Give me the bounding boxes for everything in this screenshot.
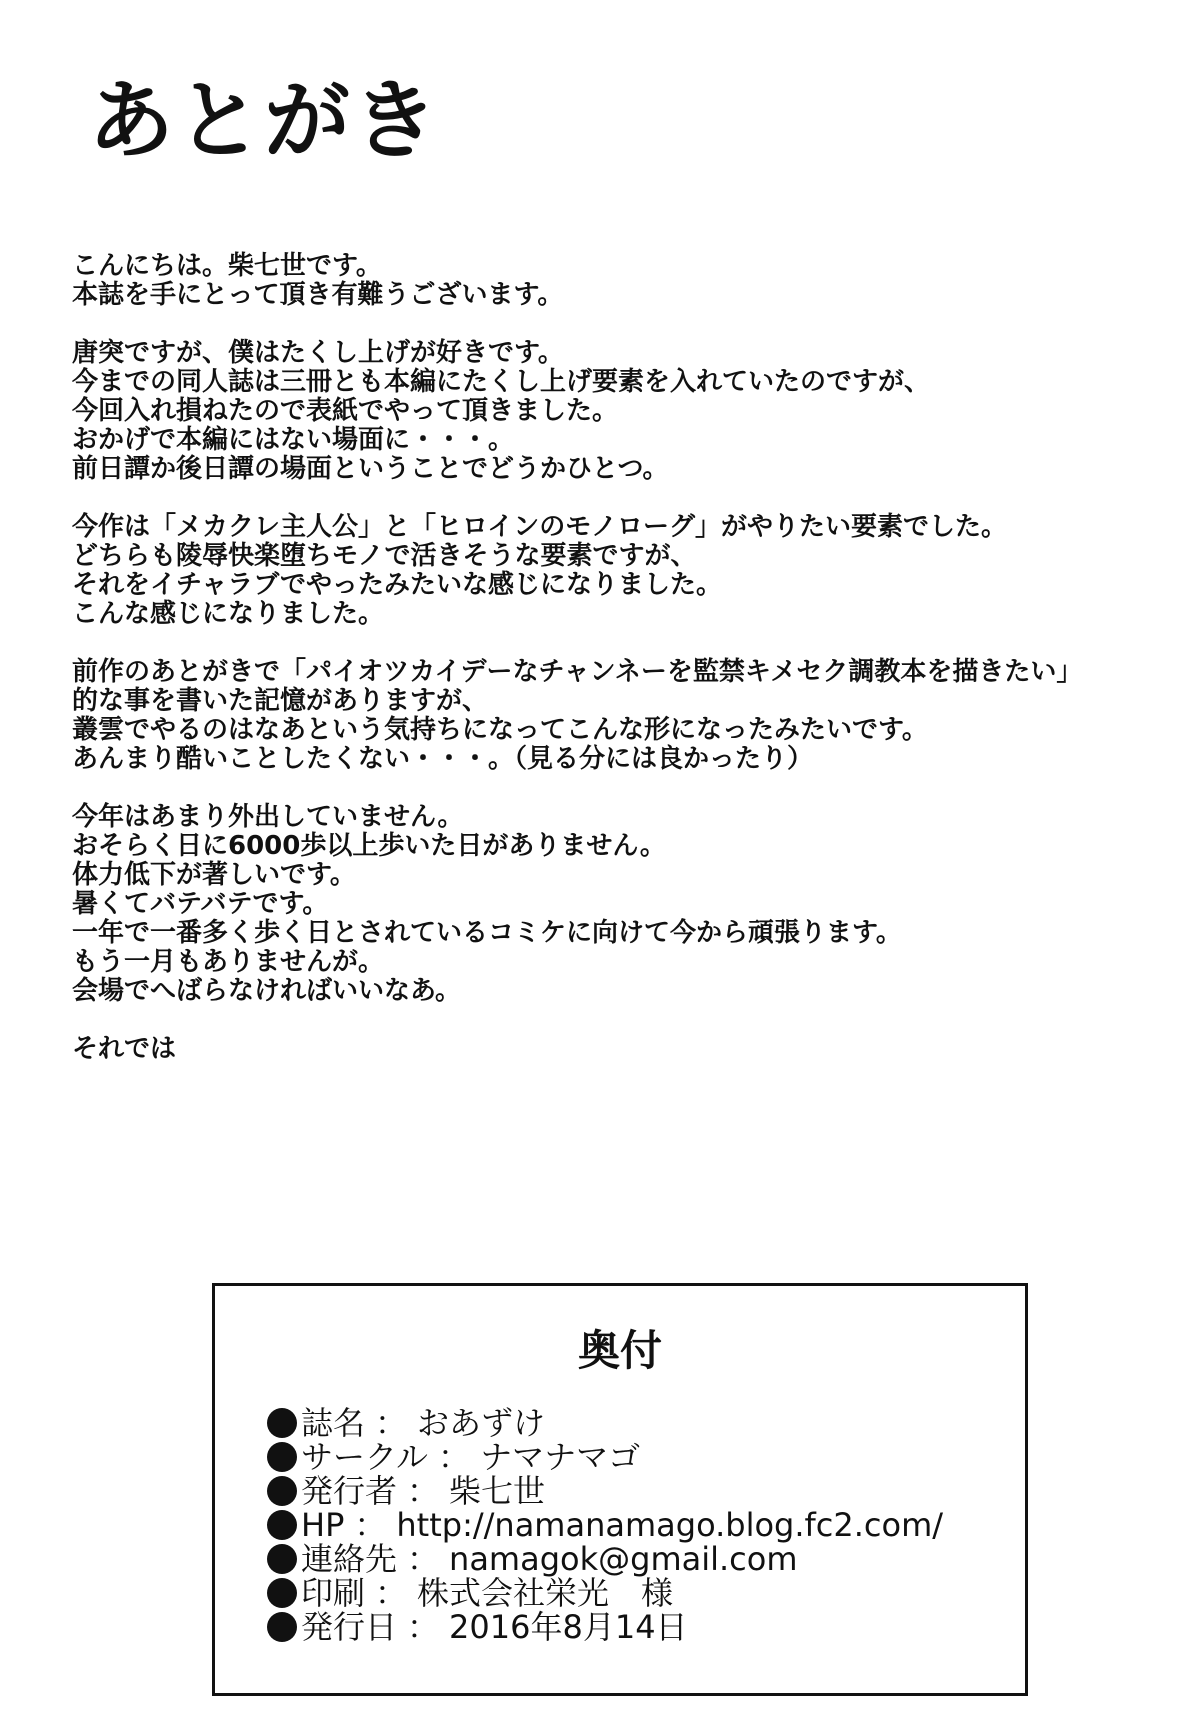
colophon-box — [212, 1283, 1028, 1696]
colophon-value: 株式会社栄光 様 — [417, 1574, 674, 1612]
colophon-label: 発行日 — [301, 1608, 398, 1646]
colophon-item-circle — [267, 1440, 943, 1474]
text-line: 体力低下が著しいです。 — [72, 860, 356, 890]
text-line: おかげで本編にはない場面に・・・。 — [72, 425, 515, 455]
colophon-item-publisher — [267, 1474, 943, 1508]
colophon-separator: ： — [375, 1404, 408, 1442]
text-line: 唐突ですが、僕はたくし上げが好きです。 — [72, 338, 564, 368]
closing-line: それでは — [72, 1034, 177, 1064]
colophon-label: 発行者 — [301, 1472, 398, 1510]
colophon-separator: ： — [438, 1438, 471, 1476]
afterword-body — [72, 252, 1152, 1064]
colophon-item-date — [267, 1610, 943, 1644]
text-line: 今までの同人誌は三冊とも本編にたくし上げ要素を入れていたのですが、 — [72, 367, 931, 397]
text-line: 前作のあとがきで「パイオツカイデーなチャンネーを監禁キメセク調教本を描きたい」 — [72, 657, 1083, 687]
text-line: 今年はあまり外出していません。 — [72, 802, 464, 832]
text-line: どちらも陵辱快楽堕ちモノで活きそうな要素ですが、 — [72, 541, 697, 571]
colophon-separator: ： — [407, 1540, 440, 1578]
page-title: あとがき — [88, 71, 440, 171]
text-line: 本誌を手にとって頂き有難うございます。 — [72, 280, 564, 310]
text-line: 的な事を書いた記憶がありますが、 — [72, 686, 489, 716]
text-line: それをイチャラブでやったみたいな感じになりました。 — [72, 570, 723, 600]
paragraph-greeting — [72, 252, 1152, 310]
paragraph-cover — [72, 339, 1152, 484]
bullet-icon — [267, 1612, 297, 1642]
text-line: 叢雲でやるのはなあという気持ちになってこんな形になったみたいです。 — [72, 715, 928, 745]
paragraph-this-year — [72, 803, 1152, 1006]
colophon-separator: ： — [407, 1608, 440, 1646]
colophon-label: HP — [301, 1506, 345, 1544]
colophon-separator: ： — [407, 1472, 440, 1510]
bullet-icon — [267, 1510, 297, 1540]
colophon-item-contact — [267, 1542, 943, 1576]
text-line: 今作は「メカクレ主人公」と「ヒロインのモノローグ」がやりたい要素でした。 — [72, 512, 1007, 542]
colophon-item-printer — [267, 1576, 943, 1610]
colophon-list — [267, 1406, 943, 1644]
bullet-icon — [267, 1578, 297, 1608]
homepage-link: http://namanamago.blog.fc2.com/ — [396, 1506, 944, 1544]
colophon-value: 柴七世 — [449, 1472, 546, 1510]
contact-email: namagok@gmail.com — [449, 1540, 798, 1578]
paragraph-theme — [72, 513, 1152, 629]
bullet-icon — [267, 1476, 297, 1506]
colophon-label: 印刷 — [301, 1574, 366, 1612]
bullet-icon — [267, 1544, 297, 1574]
colophon-item-homepage — [267, 1508, 943, 1542]
text-line: あんまり酷いことしたくない・・・。（見る分には良かったり） — [72, 744, 814, 774]
bullet-icon — [267, 1442, 297, 1472]
colophon-label: サークル — [301, 1438, 429, 1476]
text-line: 一年で一番多く歩く日とされているコミケに向けて今から頑張ります。 — [72, 918, 902, 948]
text-line: 今回入れ損ねたので表紙でやって頂きました。 — [72, 396, 619, 426]
colophon-label: 連絡先 — [301, 1540, 398, 1578]
colophon-separator: ： — [354, 1506, 387, 1544]
colophon-separator: ： — [375, 1574, 408, 1612]
text-line: もう一月もありませんが。 — [72, 947, 385, 977]
colophon-label: 誌名 — [301, 1404, 366, 1442]
text-line: 前日譚か後日譚の場面ということでどうかひとつ。 — [72, 454, 669, 484]
colophon-value: ナマナマゴ — [480, 1438, 641, 1476]
text-line: おそらく日に6000歩以上歩いた日がありません。 — [72, 831, 666, 861]
publish-date: 2016年8月14日 — [449, 1608, 688, 1646]
colophon-value: おあずけ — [417, 1404, 546, 1442]
text-line: こんにちは。柴七世です。 — [72, 251, 382, 281]
text-line: こんな感じになりました。 — [72, 599, 385, 629]
colophon-item-title — [267, 1406, 943, 1440]
bullet-icon — [267, 1408, 297, 1438]
text-line: 会場でへばらなければいいなあ。 — [72, 976, 461, 1006]
text-line: 暑くてバテバテです。 — [72, 889, 329, 919]
paragraph-previous-work — [72, 658, 1152, 774]
colophon-title: 奥付 — [577, 1326, 662, 1375]
